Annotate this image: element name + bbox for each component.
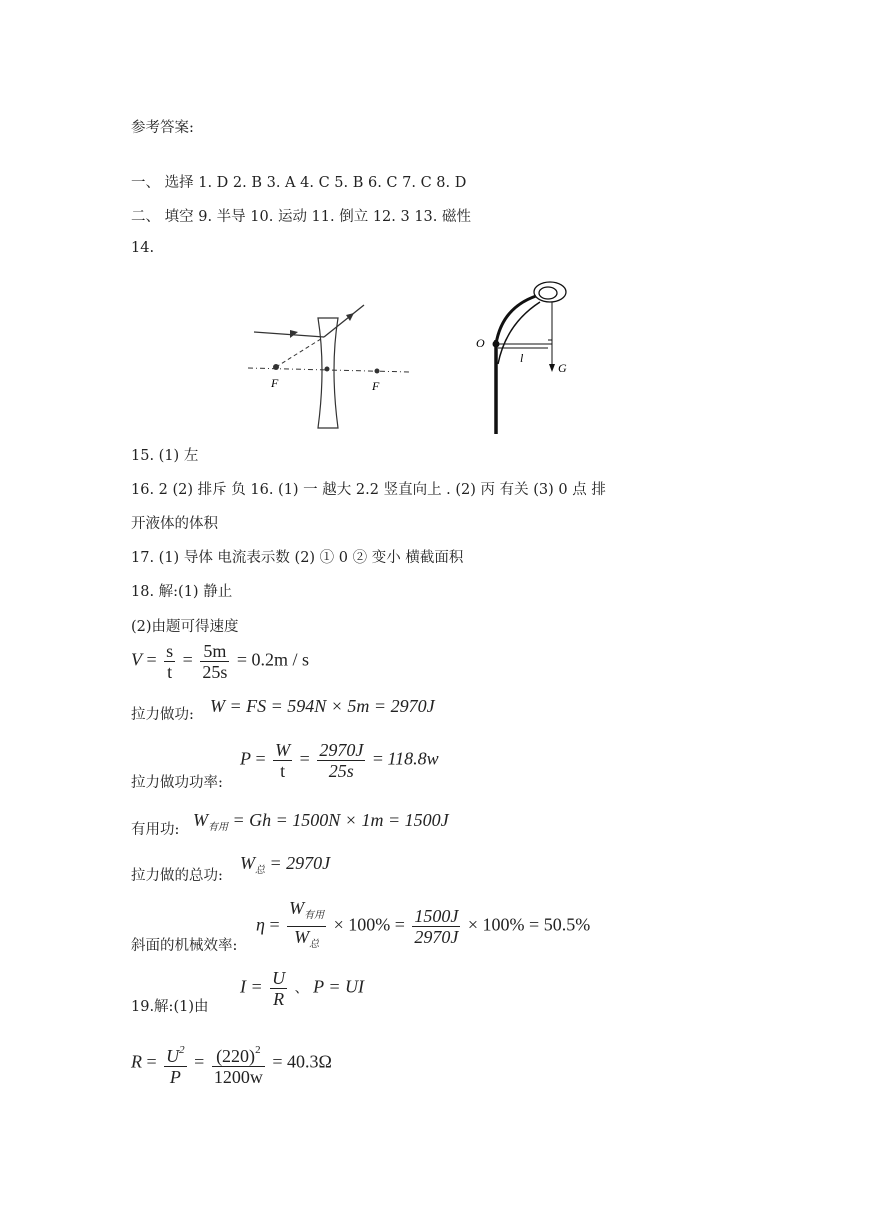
lamp-arm-inner	[498, 302, 540, 364]
work-label: 拉力做功:	[131, 707, 194, 723]
focus-label-left: F	[271, 376, 279, 390]
lens-diagram	[240, 300, 420, 436]
efficiency-label: 斜面的机械效率:	[131, 938, 238, 954]
power-equation: P = $\frac{W}{t}$ = $\frac{2970J}{25s}$ = 118.8w	[240, 740, 439, 781]
lamp-arm	[496, 296, 536, 344]
lamp-head-inner	[539, 287, 557, 299]
power-label: 拉力做功功率:	[131, 775, 223, 791]
optical-center-dot	[325, 367, 330, 372]
q15-answer: 15. (1) 左	[131, 448, 199, 464]
q17-answer: 17. (1) 导体 电流表示数 (2) ① 0 ② 变小 横截面积	[131, 550, 464, 566]
pivot-label: O	[476, 336, 485, 350]
q16-answer-line1: 16. 2 (2) 排斥 负 16. (1) 一 越大 2.2 竖直向上 . (2) 丙 有关 (3) 0 点 排	[131, 482, 606, 498]
efficiency-equation: η = $\frac{W_{有用}}{W_总}$ × 100% = $\frac{1500J}{2970J}$ × 100% = 50.5%	[256, 898, 591, 950]
focus-right-dot	[375, 369, 380, 374]
lamp-lever-diagram	[470, 272, 580, 440]
answer-title: 参考答案:	[131, 120, 194, 136]
gravity-arrow	[549, 364, 555, 372]
q18-answer: 18. 解:(1) 静止	[131, 584, 233, 600]
speed-equation: V = $\frac{s}{t}$ = $\frac{5m}{25s}$ = 0.2m / s	[131, 641, 310, 682]
choice-answers: 一、 选择 1. D 2. B 3. A 4. C 5. B 6. C 7. C 8. D	[131, 175, 467, 191]
useful-work-equation: $W_{有用} = Gh = 1500N \times 1m = 1500J$	[193, 810, 449, 833]
lever-arm-label: l	[520, 351, 524, 365]
focus-label-right: F	[372, 379, 380, 393]
total-work-label: 拉力做的总功:	[131, 868, 223, 884]
incident-arrow	[290, 330, 298, 338]
q18-part2-intro: (2)由题可得速度	[131, 619, 239, 635]
resistance-equation: R = $\frac{U^2}{P}$ = $\frac{(220)^2}{1200w}$ = 40.3Ω	[131, 1040, 332, 1087]
total-work-equation: $W_总 = 2970J$	[240, 853, 331, 876]
q14-number: 14.	[131, 240, 155, 256]
extension-line	[276, 337, 324, 367]
gravity-label: G	[558, 361, 567, 375]
refracted-arrow	[346, 313, 354, 321]
incident-ray	[254, 332, 324, 337]
focus-left-dot	[273, 364, 279, 370]
refracted-ray	[324, 305, 364, 337]
useful-work-label: 有用功:	[131, 822, 180, 838]
current-equation: I = $\frac{U}{R}$ 、 P = UI	[240, 968, 364, 1009]
work-equation: W = FS = 594N × 5m = 2970J	[210, 696, 435, 716]
q19-answer: 19.解:(1)由	[131, 999, 209, 1015]
q16-answer-line2: 开液体的体积	[131, 516, 218, 532]
fill-answers: 二、 填空 9. 半导 10. 运动 11. 倒立 12. 3 13. 磁性	[131, 209, 471, 225]
